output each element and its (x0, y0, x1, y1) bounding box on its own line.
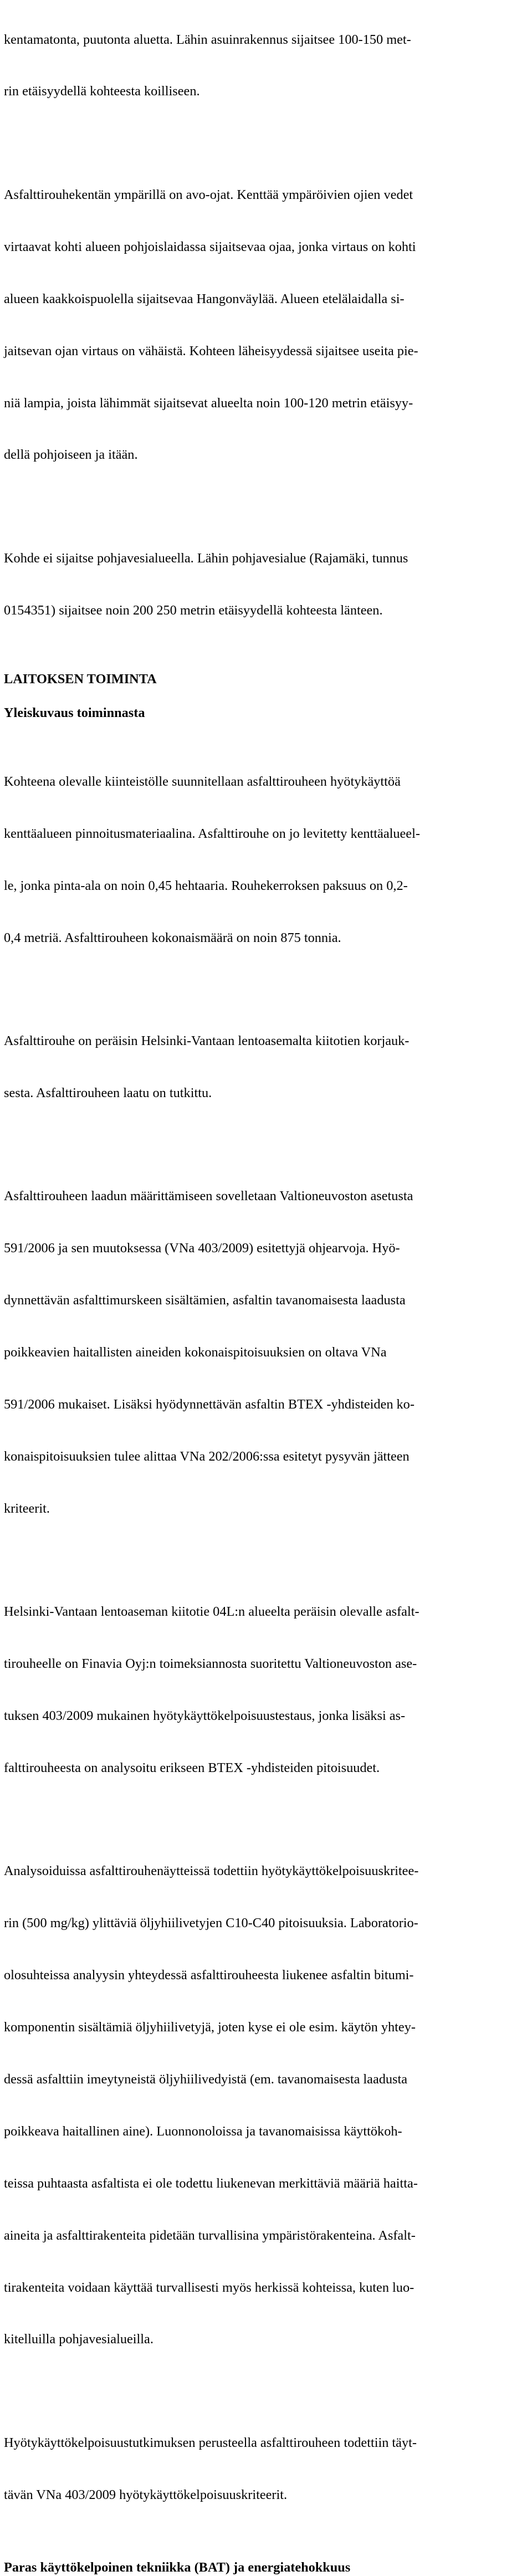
text-line: olosuhteissa analyysin yhteydessä asfalttirouheesta liukenee asfaltin bitumi- (4, 1968, 414, 1983)
paragraph-overview (4, 738, 530, 981)
text-line: virtaavat kohti alueen pohjoislaidassa sijaitsevaa ojaa, jonka virtaus on kohti (4, 239, 416, 254)
text-line: tirakenteita voidaan käyttää turvallisesti myös herkissä kohteissa, kuten luo- (4, 2280, 415, 2295)
text-line: tirouheelle on Finavia Oyj:n toimeksiannosta suoritettu Valtioneuvoston ase- (4, 1656, 417, 1672)
text-line: aineita ja asfalttirakenteita pidetään turvallisina ympäristörakenteina. Asfalt- (4, 2227, 416, 2243)
text-line: teissa puhtaasta asfaltista ei ole todettu liukenevan merkittäviä määriä haitta- (4, 2175, 418, 2191)
text-line: 591/2006 mukaiset. Lisäksi hyödynnettävän asfaltin BTEX -yhdisteiden ko- (4, 1396, 415, 1412)
paragraph-groundwater (4, 515, 530, 653)
text-line: rin (500 mg/kg) ylittäviä öljyhiilivetyjen C10-C40 pitoisuuksia. Laboratorio- (4, 1916, 418, 1931)
paragraph-analysis (4, 1828, 530, 2383)
text-line: le, jonka pinta-ala on noin 0,45 hehtaaria. Rouhekerroksen paksuus on 0,2- (4, 878, 408, 893)
text-line: jaitsevan ojan virtaus on vähäistä. Kohteen läheisyydessä sijaitsee useita pie- (4, 343, 418, 359)
text-line: Asfalttirouhe on peräisin Helsinki-Vantaan lentoasemalta kiitotien korjauk- (4, 1033, 410, 1049)
text-line: Analysoiduissa asfalttirouhenäytteissä todettiin hyötykäyttökelpoisuuskritee- (4, 1863, 419, 1879)
text-line: alueen kaakkoispuolella sijaitsevaa Hangonväylää. Alueen etelälaidalla si- (4, 291, 405, 306)
text-line: kriteerit. (4, 1500, 50, 1516)
text-line: kitelluilla pohjavesialueilla. (4, 2332, 154, 2347)
text-line: kentamatonta, puutonta aluetta. Lähin asuinrakennus sijaitsee 100-150 met- (4, 32, 411, 47)
section-heading: LAITOKSEN TOIMINTA (4, 671, 157, 687)
text-line: 0154351) sijaitsee noin 200 250 metrin etäisyydellä kohteesta länteen. (4, 602, 383, 618)
bat-heading: Paras käyttökelpoinen tekniikka (BAT) ja energiatehokkuus (4, 2559, 351, 2575)
paragraph-testing (4, 1569, 530, 1811)
text-line: Helsinki-Vantaan lentoaseman kiitotie 04L:n alueelta peräisin olevalle asfalt- (4, 1604, 420, 1620)
text-line: 0,4 metriä. Asfalttirouheen kokonaismäärä on noin 875 tonnia. (4, 930, 341, 945)
text-line: rin etäisyydellä kohteesta koilliseen. (4, 84, 200, 99)
text-line: Asfalttirouheen laadun määrittämiseen sovelletaan Valtioneuvoston asetusta (4, 1189, 413, 1204)
paragraph-drainage (4, 151, 530, 498)
paragraph-regulation (4, 1153, 530, 1552)
text-line: sesta. Asfalttirouheen laatu on tutkittu. (4, 1085, 212, 1100)
text-line: Kohteena olevalle kiinteistölle suunnitellaan asfalttirouheen hyötykäyttöä (4, 774, 401, 789)
text-line: tuksen 403/2009 mukainen hyötykäyttökelpoisuustestaus, jonka lisäksi as- (4, 1708, 406, 1724)
text-line: dynnettävän asfalttimurskeen sisältämien, asfaltin tavanomaisesta laadusta (4, 1293, 406, 1308)
text-line: tävän VNa 403/2009 hyötykäyttökelpoisuuskriteerit. (4, 2487, 288, 2502)
text-line: niä lampia, joista lähimmät sijaitsevat alueelta noin 100-120 metrin etäisyy- (4, 395, 413, 411)
text-line: dessä asfalttiin imeytyneistä öljyhiilivedyistä (em. tavanomaisesta laadusta (4, 2071, 408, 2087)
paragraph-conclusion (4, 2399, 530, 2538)
text-line: Kohde ei sijaitse pohjavesialueella. Lähin pohjavesialue (Rajamäki, tunnus (4, 550, 408, 566)
text-line: Hyötykäyttökelpoisuustutkimuksen perusteella asfalttirouheen todettiin täyt- (4, 2435, 417, 2450)
text-line: dellä pohjoiseen ja itään. (4, 447, 138, 463)
text-line: 591/2006 ja sen muutoksessa (VNa 403/2009) esitettyjä ohjearvoja. Hyö- (4, 1241, 400, 1256)
text-line: kenttäalueen pinnoitusmateriaalina. Asfalttirouhe on jo levitetty kenttäalueel- (4, 826, 420, 841)
text-line: konaispitoisuuksien tulee alittaa VNa 202/2006:ssa esitetyt pysyvän jätteen (4, 1448, 410, 1464)
paragraph-location (4, 0, 530, 135)
subsection-heading: Yleiskuvaus toiminnasta (4, 705, 145, 720)
text-line: poikkeava haitallinen aine). Luonnonoloissa ja tavanomaisissa käyttökoh- (4, 2123, 402, 2139)
text-line: komponentin sisältämiä öljyhiilivetyjä, joten kyse ei ole esim. käytön yhtey- (4, 2020, 416, 2035)
paragraph-origin (4, 997, 530, 1136)
document-page (4, 0, 530, 2576)
text-line: poikkeavien haitallisten aineiden kokonaispitoisuuksien on oltava VNa (4, 1345, 387, 1360)
text-line: falttirouheesta on analysoitu erikseen BTEX -yhdisteiden pitoisuudet. (4, 1760, 380, 1775)
text-line: Asfalttirouhekentän ympärillä on avo-ojat. Kenttää ympäröivien ojien vedet (4, 187, 413, 202)
